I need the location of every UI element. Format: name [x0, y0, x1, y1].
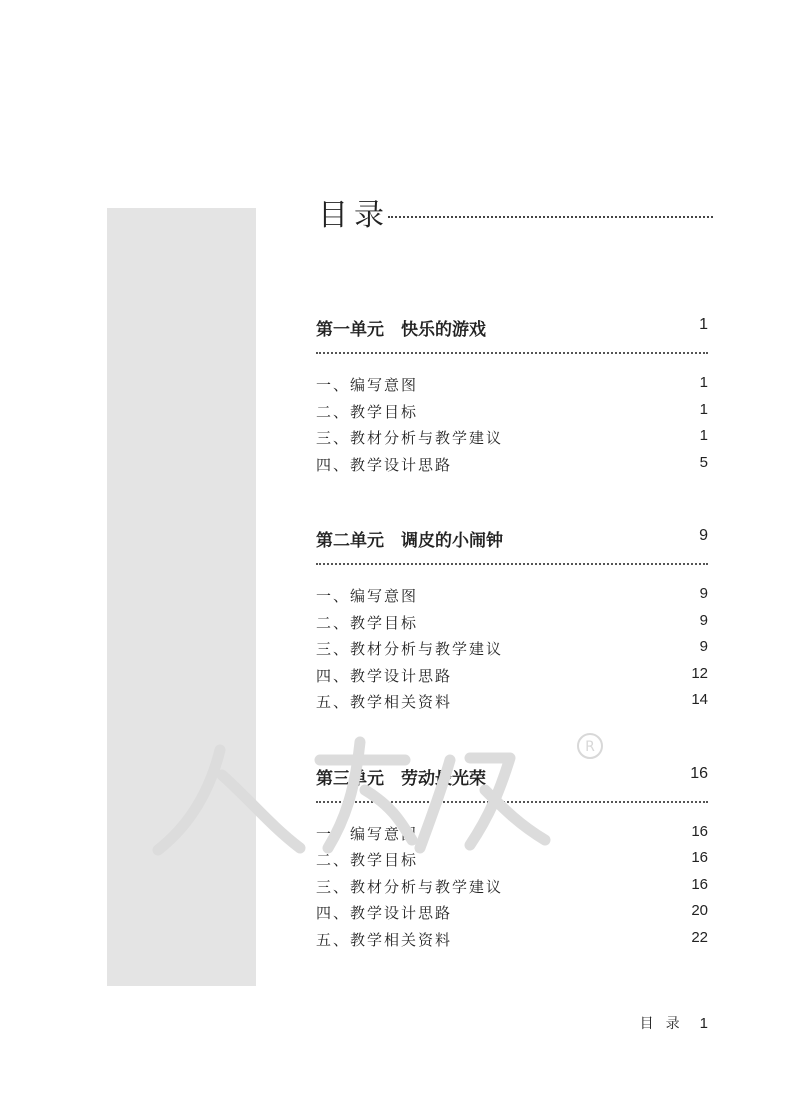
entry-page-number: 16: [691, 822, 708, 840]
toc-entry[interactable]: [316, 452, 708, 479]
footer-page-number: 1: [699, 1015, 708, 1032]
svg-text:R: R: [585, 739, 595, 755]
entry-label: 三、教材分析与教学建议: [316, 429, 504, 447]
toc-entry[interactable]: [316, 663, 708, 690]
unit-name: 劳动最光荣: [401, 768, 486, 789]
toc-entry[interactable]: [316, 399, 708, 426]
entry-label: 四、教学设计思路: [316, 455, 453, 474]
unit-page-number: 1: [699, 316, 708, 333]
unit-section: [316, 312, 708, 478]
entry-label: 二、教学目标: [316, 402, 419, 421]
unit-page-number: 9: [699, 527, 708, 544]
entry-page-number: 22: [691, 928, 708, 946]
toc-entry[interactable]: [316, 610, 708, 637]
unit-heading[interactable]: [316, 523, 708, 553]
unit-page-number: 16: [690, 764, 708, 782]
toc-entry[interactable]: [316, 425, 708, 452]
entry-label: 一、编写意图: [316, 376, 419, 394]
entry-page-number: 16: [691, 875, 708, 893]
toc-entry[interactable]: [316, 874, 708, 901]
entry-label: 三、教材分析与教学建议: [316, 640, 504, 658]
entry-label: 五、教学相关资料: [316, 693, 453, 711]
entry-label: 一、编写意图: [316, 587, 419, 605]
entry-page-number: 14: [691, 691, 708, 708]
entry-page-number: 1: [699, 374, 708, 391]
toc-entry[interactable]: [316, 927, 708, 954]
unit-section: [316, 523, 708, 716]
entry-page-number: 9: [699, 638, 708, 655]
toc-entry[interactable]: [316, 583, 708, 610]
page-footer: [640, 1013, 708, 1033]
unit-name: 快乐的游戏: [401, 320, 486, 340]
entry-label: 三、教材分析与教学建议: [316, 877, 504, 896]
unit-number: 第一单元: [316, 320, 384, 340]
entry-label: 四、教学设计思路: [316, 904, 453, 922]
toc-entry[interactable]: [316, 372, 708, 399]
unit-heading[interactable]: [316, 312, 708, 342]
toc-entry[interactable]: [316, 636, 708, 663]
toc-title: 目录: [318, 198, 390, 233]
entry-page-number: 1: [699, 400, 708, 418]
unit-number: 第二单元: [316, 531, 384, 551]
toc-title-row: [318, 196, 713, 236]
entry-page-number: 5: [699, 453, 708, 471]
entry-page-number: 9: [699, 611, 708, 629]
footer-label: 目录: [639, 1016, 692, 1032]
unit-number: 第三单元: [316, 768, 384, 789]
entry-label: 一、编写意图: [316, 824, 419, 843]
entry-page-number: 9: [699, 585, 708, 602]
publisher-watermark-logo: [150, 720, 630, 870]
title-dotted-leader: [388, 216, 713, 218]
entry-page-number: 16: [691, 849, 708, 866]
entry-page-number: 20: [691, 902, 708, 919]
unit-name: 调皮的小闹钟: [401, 531, 503, 551]
entry-label: 五、教学相关资料: [316, 930, 453, 949]
toc-entry[interactable]: [316, 689, 708, 716]
entry-label: 二、教学目标: [316, 851, 419, 869]
unit-dotted-divider: [316, 563, 708, 565]
entry-page-number: 12: [691, 664, 708, 682]
entry-label: 四、教学设计思路: [316, 666, 453, 685]
entry-page-number: 1: [699, 427, 708, 444]
toc-entry[interactable]: [316, 900, 708, 927]
toc-list: [316, 312, 708, 998]
entry-label: 二、教学目标: [316, 613, 419, 632]
unit-dotted-divider: [316, 352, 708, 354]
